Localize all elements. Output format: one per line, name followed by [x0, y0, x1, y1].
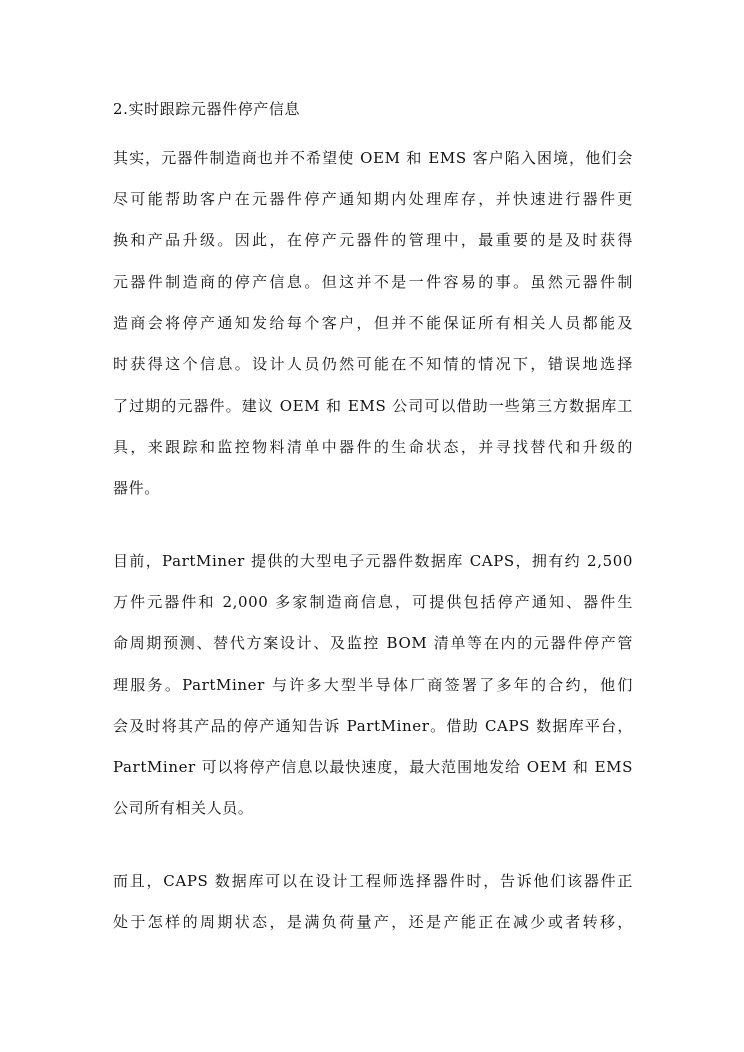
text-line: 会及时将其产品的停产通知告诉 PartMiner。借助 CAPS 数据库平台， — [113, 717, 633, 735]
text-line: 公司所有相关人员。 — [113, 799, 254, 817]
text-line: 造商会将停产通知发给每个客户，但并不能保证所有相关人员都能及 — [113, 314, 633, 332]
text-line: 理服务。PartMiner 与许多大型半导体厂商签署了多年的合约，他们 — [113, 676, 633, 694]
text-line: 器件。 — [113, 479, 160, 497]
text-line: 万件元器件和 2,000 多家制造商信息，可提供包括停产通知、器件生 — [113, 593, 633, 611]
text-line: 时获得这个信息。设计人员仍然可能在不知情的情况下，错误地选择 — [113, 355, 633, 373]
text-line: 而且，CAPS 数据库可以在设计工程师选择器件时，告诉他们该器件正 — [113, 872, 633, 890]
text-line: 尽可能帮助客户在元器件停产通知期内处理库存，并快速进行器件更 — [113, 190, 633, 208]
section-heading: 2.实时跟踪元器件停产信息 — [113, 100, 301, 118]
text-line: 其实，元器件制造商也并不希望使 OEM 和 EMS 客户陷入困境，他们会 — [113, 149, 633, 167]
text-line: 处于怎样的周期状态，是满负荷量产，还是产能正在减少或者转移， — [113, 913, 633, 931]
text-line: PartMiner 可以将停产信息以最快速度，最大范围地发给 OEM 和 EMS — [113, 758, 633, 776]
text-line: 了过期的元器件。建议 OEM 和 EMS 公司可以借助一些第三方数据库工 — [113, 397, 633, 415]
text-line: 元器件制造商的停产信息。但这并不是一件容易的事。虽然元器件制 — [113, 273, 633, 291]
text-line: 具，来跟踪和监控物料清单中器件的生命状态，并寻找替代和升级的 — [113, 438, 633, 456]
text-line: 换和产品升级。因此，在停产元器件的管理中，最重要的是及时获得 — [113, 231, 633, 249]
text-line: 目前，PartMiner 提供的大型电子元器件数据库 CAPS，拥有约 2,500 — [113, 552, 633, 570]
text-line: 命周期预测、替代方案设计、及监控 BOM 清单等在内的元器件停产管 — [113, 634, 633, 652]
